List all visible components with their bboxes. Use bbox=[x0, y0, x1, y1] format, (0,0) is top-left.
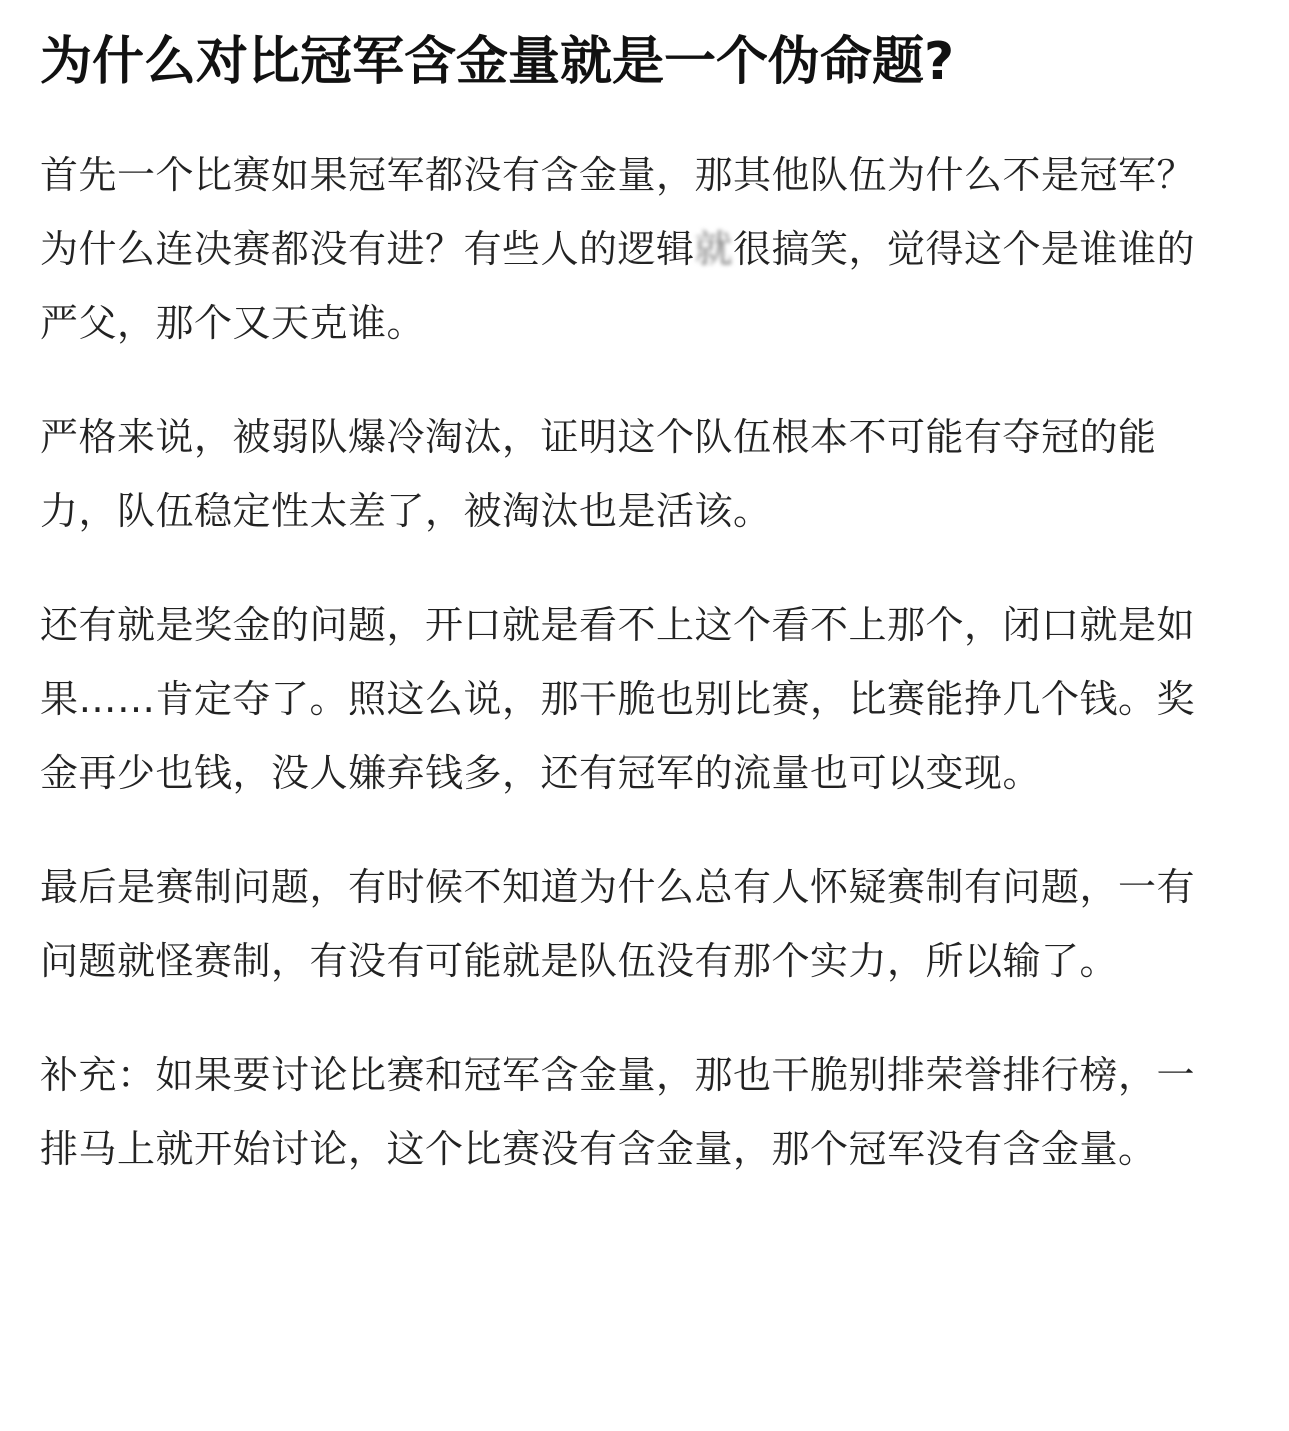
article-paragraph-1 bbox=[40, 138, 1220, 360]
article-paragraph-3: 还有就是奖金的问题，开口就是看不上这个看不上那个，闭口就是如果……肯定夺了。照这么说，那干脆也别比赛，比赛能挣几个钱。奖金再少也钱，没人嫌弃钱多，还有冠军的流量也可以变现。 bbox=[40, 603, 1196, 795]
paragraph-1-text-before: 首先一个比赛如果冠军都没有含金量，那其他队伍为什么不是冠军？为什么连决赛都没有进？有些人的逻辑 bbox=[40, 153, 1196, 271]
article-paragraph-4: 最后是赛制问题，有时候不知道为什么总有人怀疑赛制有问题，一有问题就怪赛制，有没有可能就是队伍没有那个实力，所以输了。 bbox=[40, 865, 1196, 983]
article-title: 为什么对比冠军含金量就是一个伪命题? bbox=[40, 32, 955, 92]
obscured-text: 就 bbox=[694, 227, 734, 271]
article bbox=[40, 0, 1220, 1186]
article-paragraph-2: 严格来说，被弱队爆冷淘汰，证明这个队伍根本不可能有夺冠的能力，队伍稳定性太差了，被淘汰也是活该。 bbox=[40, 415, 1157, 533]
paragraph-1-text-after: 很搞笑，觉得这个是谁谁的严父，那个又天克谁。 bbox=[40, 227, 1196, 345]
article-paragraph-5: 补充：如果要讨论比赛和冠军含金量，那也干脆别排荣誉排行榜，一排马上就开始讨论，这个比赛没有含金量，那个冠军没有含金量。 bbox=[40, 1053, 1196, 1171]
